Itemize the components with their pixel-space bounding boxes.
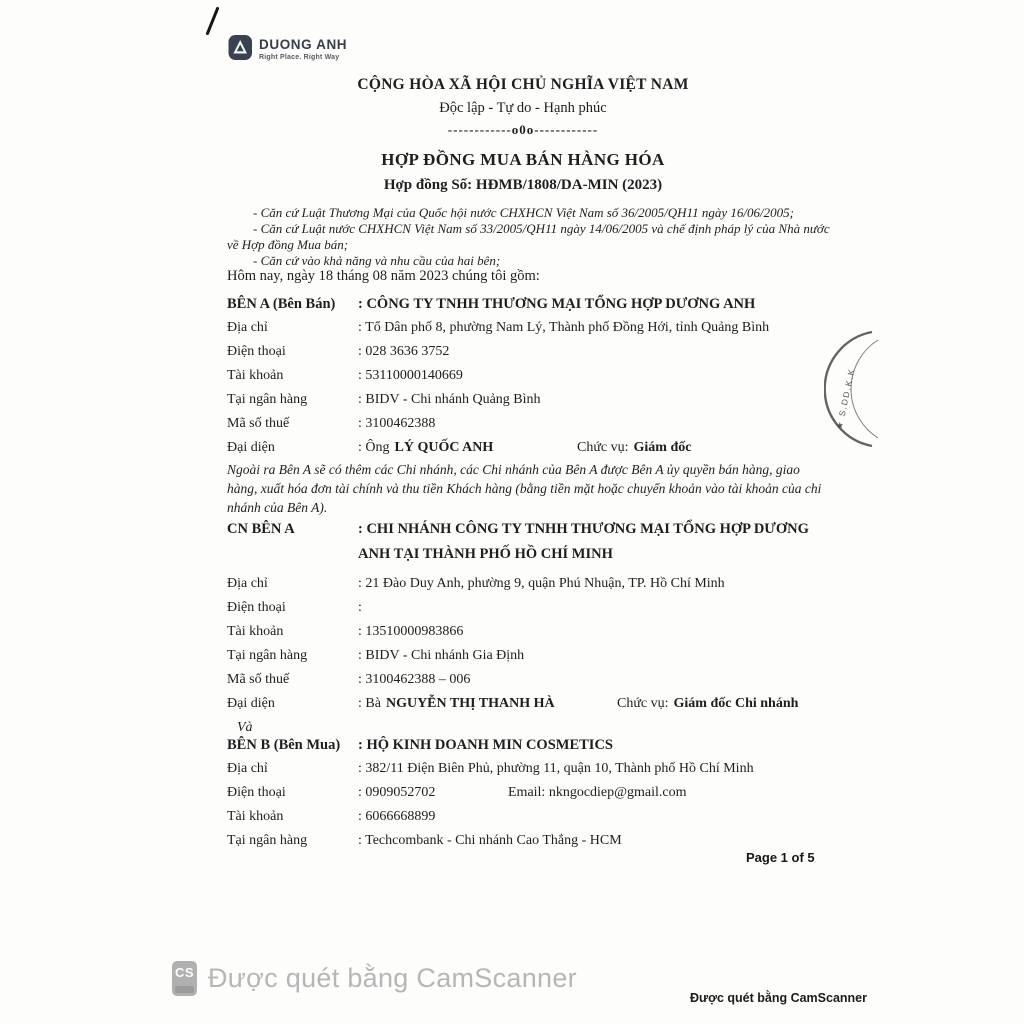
brand-text <box>259 34 347 61</box>
field-label: Điện thoại <box>227 344 286 359</box>
rep-prefix: : Ông <box>358 440 390 455</box>
role-group <box>617 692 798 716</box>
clause: - Căn cứ Luật Thương Mại của Quốc hội nước CHXHCN Việt Nam số 36/2005/QH11 ngày 16/06/2005; <box>253 205 794 220</box>
field-row-representative <box>227 692 833 716</box>
field-label: Tại ngân hàng <box>227 648 308 663</box>
field-value: : 0909052702 <box>358 785 436 800</box>
camscanner-icon <box>172 961 197 996</box>
company-logo <box>228 34 347 61</box>
branch-name-line2: ANH TẠI THÀNH PHỐ HỒ CHÍ MINH <box>358 546 613 562</box>
field-row-bank <box>227 388 833 412</box>
email-value: Email: nkngocdiep@gmail.com <box>508 785 687 800</box>
field-label: Tài khoản <box>227 809 284 824</box>
brand-name: DUONG ANH <box>259 37 348 52</box>
field-label: Điện thoại <box>227 785 286 800</box>
party-a-name: : CÔNG TY TNHH THƯƠNG MẠI TỔNG HỢP DƯƠNG ANH <box>358 296 756 312</box>
field-value: : 3100462388 – 006 <box>358 672 471 687</box>
branch-authorization-note: Ngoài ra Bên A sẽ có thêm các Chi nhánh, các Chi nhánh của Bên A được Bên A ủy quyền bán hàng, giao hàng, xuất hóa đơn tài chính và thu tiền Khách hàng (bằng tiền mặt hoặc chuyển khoản vào tài khoản của chi nhánh của Bên A). <box>227 462 822 515</box>
field-value: : 53110000140669 <box>358 368 463 383</box>
camscanner-icon-letters: CS <box>174 965 195 980</box>
role-label: Chức vụ: <box>577 440 629 455</box>
field-row-address <box>227 757 833 781</box>
field-label: Địa chỉ <box>227 576 268 591</box>
field-label: Điện thoại <box>227 600 286 615</box>
field-value: : Techcombank - Chi nhánh Cao Thắng - HCM <box>358 833 622 848</box>
clause: - Căn cứ Luật nước CHXHCN Việt Nam số 33/2005/QH11 ngày 14/06/2005 và chế định pháp lý của Nhà nước về Hợp đồng Mua bán; <box>227 221 830 252</box>
field-label: Tài khoản <box>227 368 284 383</box>
field-row-phone <box>227 781 833 805</box>
document-header <box>227 76 819 194</box>
rep-name: LÝ QUỐC ANH <box>394 440 494 455</box>
duong-anh-logo-icon <box>228 34 253 61</box>
field-label: Tài khoản <box>227 624 284 639</box>
field-row-address <box>227 316 833 340</box>
rep-name: NGUYỄN THỊ THANH HÀ <box>385 696 555 711</box>
branch-header-row <box>227 516 833 543</box>
camscanner-small-text: Được quét bằng CamScanner <box>690 991 868 1005</box>
national-motto: Độc lập - Tự do - Hạnh phúc <box>439 100 607 116</box>
branch-section <box>227 516 833 740</box>
field-row-account <box>227 364 833 388</box>
party-a-header-row <box>227 292 833 316</box>
field-label: Địa chỉ <box>227 320 268 335</box>
field-label: Địa chỉ <box>227 761 268 776</box>
role-value: Giám đốc Chi nhánh <box>673 696 799 711</box>
party-b-header-row <box>227 733 833 757</box>
role-value: Giám đốc <box>633 440 692 455</box>
field-label: Tại ngân hàng <box>227 833 308 848</box>
field-value: : BIDV - Chi nhánh Gia Định <box>358 648 525 663</box>
camscanner-watermark <box>172 961 577 996</box>
field-row-bank <box>227 644 833 668</box>
field-value: : Tổ Dân phố 8, phường Nam Lý, Thành phố Đồng Hới, tỉnh Quảng Bình <box>358 320 770 335</box>
brand-tagline: Right Place. Right Way <box>259 54 340 61</box>
party-b-name: : HỘ KINH DOANH MIN COSMETICS <box>358 737 613 753</box>
branch-fields <box>227 572 833 740</box>
party-b-section <box>227 733 833 853</box>
partial-stamp-arc <box>824 330 886 452</box>
field-row-representative <box>227 436 833 460</box>
contract-title: HỢP ĐỒNG MUA BÁN HÀNG HÓA <box>381 150 665 169</box>
field-value: : BIDV - Chi nhánh Quảng Bình <box>358 392 541 407</box>
contract-number: Hợp đồng Số: HĐMB/1808/DA-MIN (2023) <box>383 177 663 193</box>
party-a-section <box>227 292 833 460</box>
branch-label: CN BÊN A <box>227 521 295 537</box>
contract-date-line: Hôm nay, ngày 18 tháng 08 năm 2023 chúng tôi gồm: <box>227 268 540 284</box>
stamp-text: ★ S.DD.K.K <box>834 367 857 431</box>
field-label: Tại ngân hàng <box>227 392 308 407</box>
field-row-phone <box>227 596 833 620</box>
field-value: : 21 Đào Duy Anh, phường 9, quận Phú Nhuận, TP. Hồ Chí Minh <box>358 576 725 591</box>
connector-and: Và <box>237 720 253 735</box>
legal-basis-clauses <box>227 205 831 269</box>
field-value: : <box>358 600 362 615</box>
field-row-phone <box>227 340 833 364</box>
field-row-address <box>227 572 833 596</box>
field-row-bank <box>227 829 833 853</box>
clause: - Căn cứ vào khả năng và nhu cầu của hai bên; <box>253 253 501 268</box>
field-value: : 028 3636 3752 <box>358 344 450 359</box>
role-group <box>577 436 691 460</box>
camscanner-watermark-text: Được quét bằng CamScanner <box>208 963 577 993</box>
field-row-taxcode <box>227 412 833 436</box>
field-label: Đại diện <box>227 440 275 455</box>
national-title: CỘNG HÒA XÃ HỘI CHỦ NGHĨA VIỆT NAM <box>357 76 689 93</box>
field-value: : 13510000983866 <box>358 624 464 639</box>
page-number: Page 1 of 5 <box>746 850 815 865</box>
field-label: Mã số thuế <box>227 672 290 687</box>
pen-slash-mark <box>205 7 219 36</box>
role-label: Chức vụ: <box>617 696 669 711</box>
field-label: Đại diện <box>227 696 275 711</box>
branch-name-line1: : CHI NHÁNH CÔNG TY TNHH THƯƠNG MẠI TỔNG HỢP DƯƠNG <box>358 521 809 537</box>
field-row-account <box>227 805 833 829</box>
header-separator: ------------o0o------------ <box>447 122 599 137</box>
field-value: : 6066668899 <box>358 809 436 824</box>
rep-prefix: : Bà <box>358 696 381 711</box>
party-a-label: BÊN A (Bên Bán) <box>227 296 336 312</box>
field-row-account <box>227 620 833 644</box>
field-row-taxcode <box>227 668 833 692</box>
field-value: : 3100462388 <box>358 416 436 431</box>
field-label: Mã số thuế <box>227 416 290 431</box>
party-b-label: BÊN B (Bên Mua) <box>227 737 341 753</box>
field-value: : 382/11 Điện Biên Phủ, phường 11, quận 10, Thành phố Hồ Chí Minh <box>358 761 754 776</box>
